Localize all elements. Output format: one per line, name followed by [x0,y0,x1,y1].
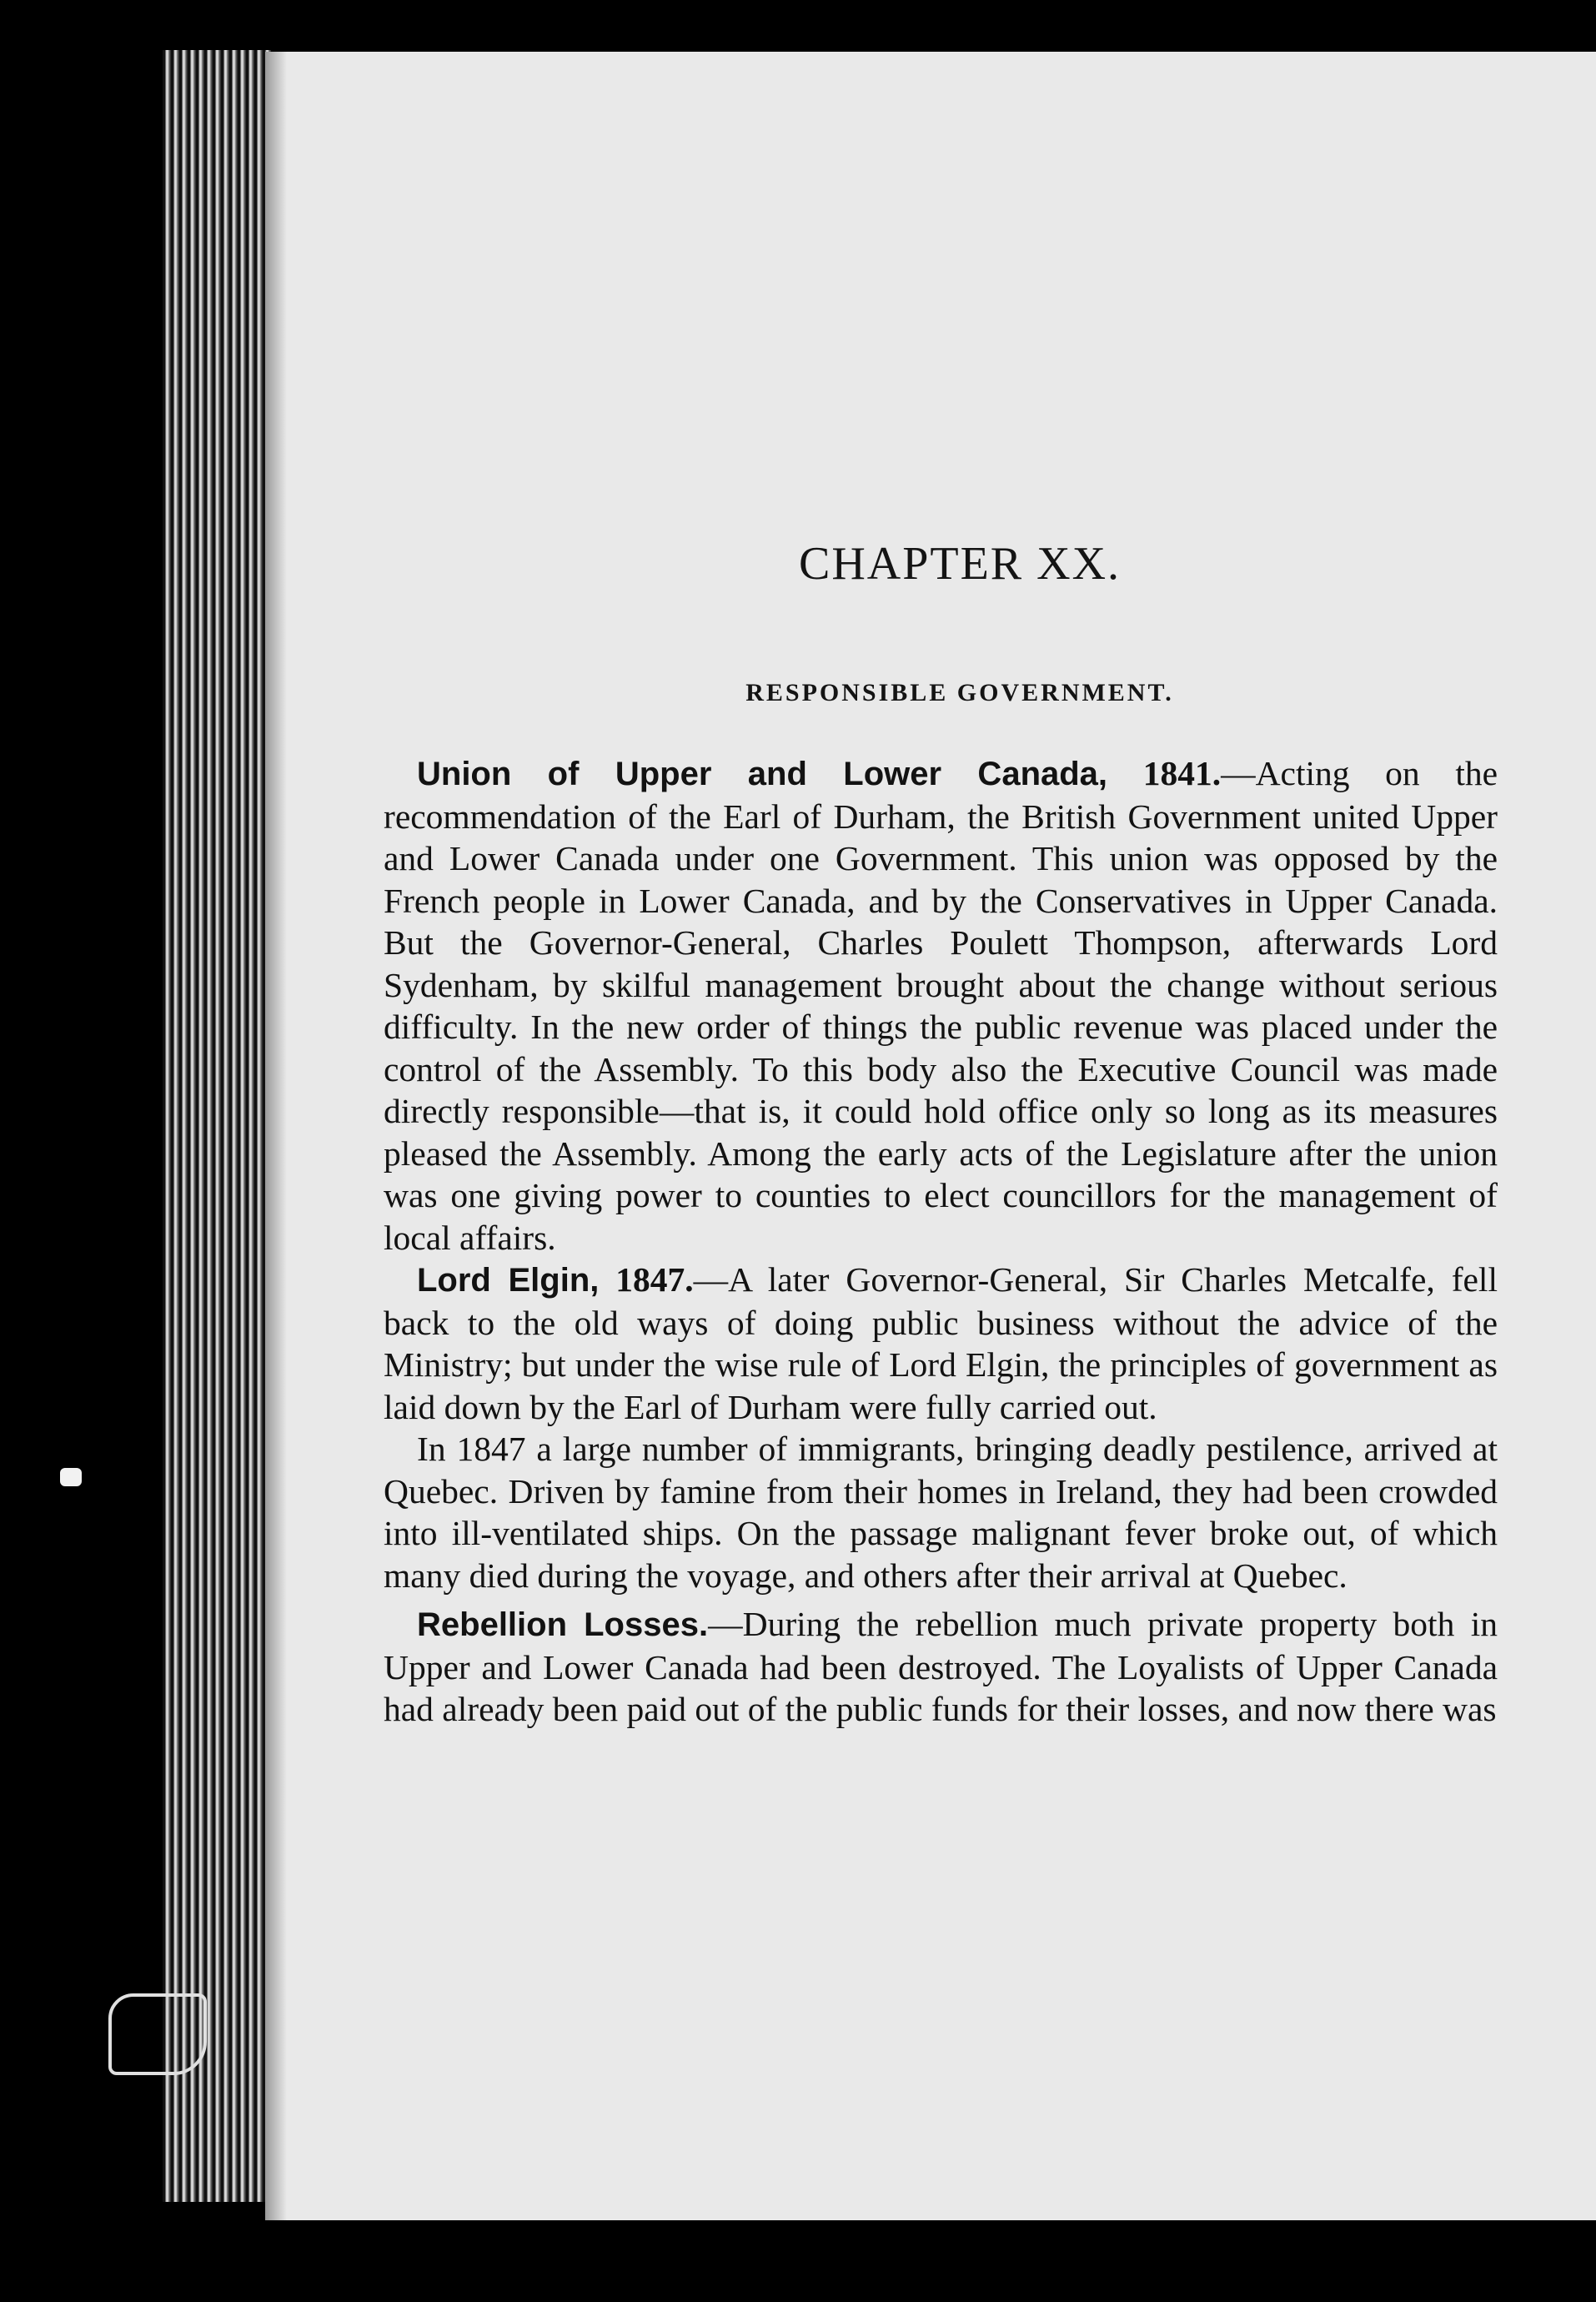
paragraph-text: —A later Governor-General, Sir Charles Metcalfe, fell back to the old ways of doing public business without the advice of the Ministry; but under the wise rule of Lord Elgin, the principles of government as laid down by the Earl of Durham were fully carried out. [384,1260,1498,1426]
paragraph-lord-elgin [384,1259,1498,1428]
body-text [384,752,1498,1731]
book-page [265,52,1596,2220]
paragraph-immigrants [384,1428,1498,1596]
scan-artifact [60,1468,82,1486]
paragraph-year: 1847. [615,1260,694,1299]
paragraph-year: 1841. [1142,754,1222,792]
paragraph-heading: Union of Upper and Lower Canada, [417,756,1108,792]
paragraph-union [384,752,1498,1259]
paragraph-text: —Acting on the recommendation of the Earl of Durham, the British Government united Upper and Lower Canada under one Government. This union was opposed by the French people in Lower Canada, and by the Conservatives in Upper Canada. But the Governor-General, Charles Poulett Thompson, afterwards Lord Sydenham, by skilful management brought about the change without serious difficulty. In the new order of things the public revenue was placed under the control of the Assembly. To this body also the Executive Council was made directly responsible—that is, it could hold office only so long as its measures pleased the Assembly. Among the early acts of the Legislature after the union was one giving power to counties to elect councillors for the management of local affairs. [384,754,1498,1257]
paragraph-text: In 1847 a large number of immigrants, bringing deadly pestilence, arrived at Quebec. Driven by famine from their homes in Ireland, they had been crowded into ill-ventilated ships. On the passage malignant fever broke out, of which many died during the voyage, and others after their arrival at Quebec. [384,1430,1498,1595]
chapter-subtitle: RESPONSIBLE GOVERNMENT. [745,679,1174,706]
chapter-title: CHAPTER XX. [798,538,1122,590]
paragraph-text: —During the rebellion much private property both in Upper and Lower Canada had been destroyed. The Loyalists of Upper Canada had already been paid out of the public funds for their losses, and now there was [384,1605,1498,1728]
paragraph-heading: Lord Elgin, [417,1262,600,1299]
book-spine [163,50,271,2202]
paragraph-rebellion-losses [384,1603,1498,1731]
scan-artifact [108,1993,207,2075]
paragraph-heading: Rebellion Losses. [417,1606,709,1643]
page-gutter-shadow [265,52,287,2220]
